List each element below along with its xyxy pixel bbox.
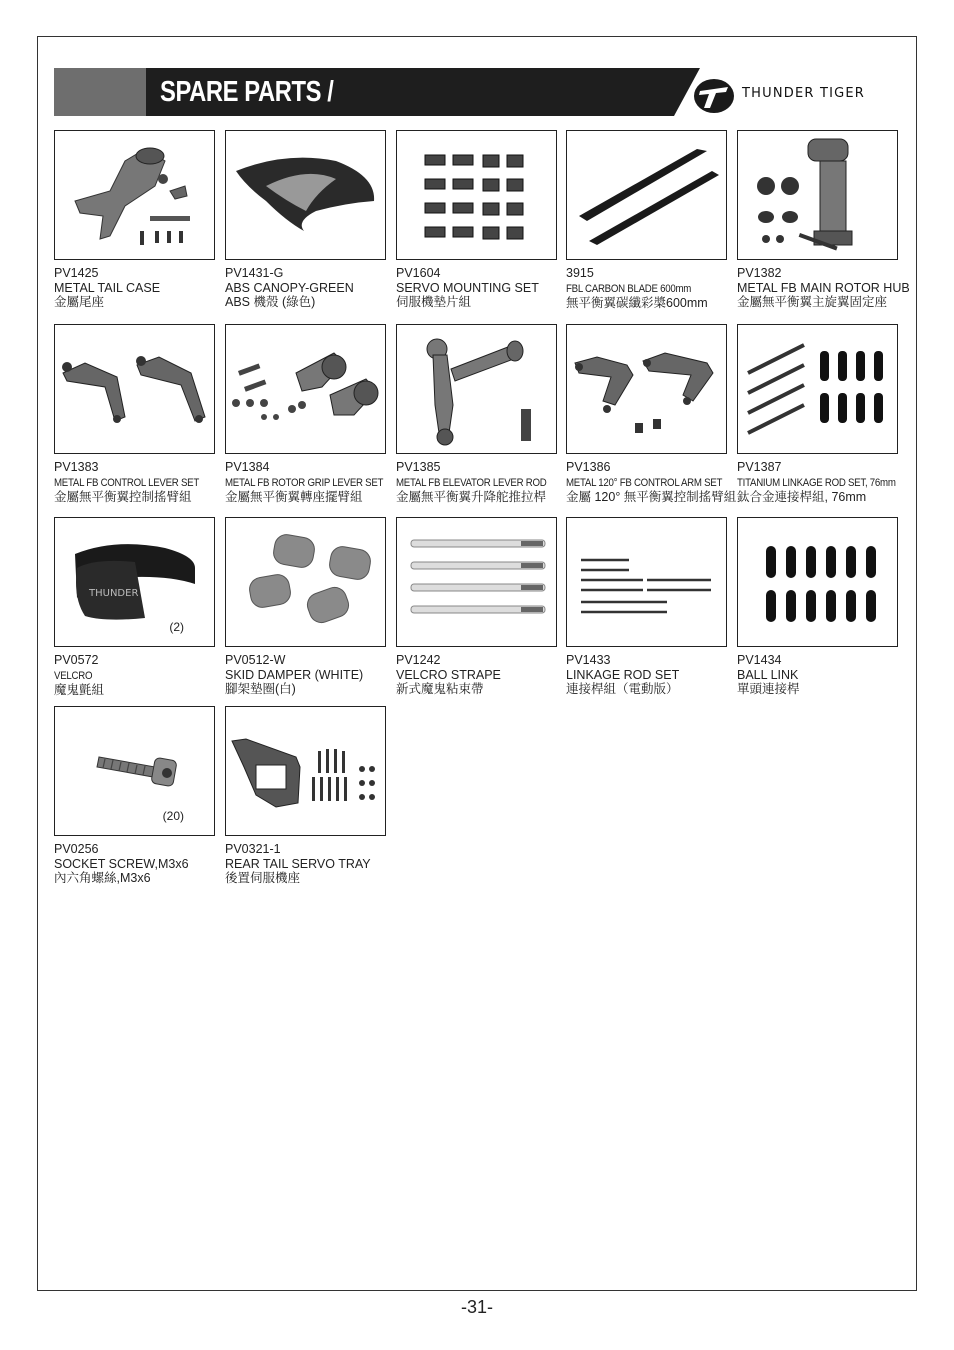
part-code: PV0256 (54, 842, 99, 856)
part-name-en: METAL TAIL CASE (54, 280, 161, 295)
part-code: PV1387 (737, 460, 782, 474)
part-name-zh: 新式魔鬼粘束帶 (396, 682, 484, 696)
part-code: PV1242 (396, 653, 441, 667)
control-lever-icon (54, 324, 215, 454)
part-name-zh: 金屬 120° 無平衡翼控制搖臂組 (566, 490, 737, 504)
control-arm-icon (566, 324, 727, 454)
part-code: PV0512-W (225, 653, 286, 667)
rotor-hub-icon (737, 130, 898, 260)
rotor-blade-icon (566, 130, 727, 260)
socket-screw-icon (54, 706, 215, 836)
page-number: -31- (460, 1297, 493, 1317)
part-name-en: SOCKET SCREW,M3x6 (54, 856, 189, 871)
part-name-zh: 魔鬼氈組 (54, 683, 105, 697)
part-card (54, 324, 215, 505)
part-code: PV1433 (566, 653, 611, 667)
part-card (396, 517, 557, 697)
part-name-zh: 無平衡翼碳纖彩槳600mm (566, 296, 708, 310)
part-name-en: METAL FB ROTOR GRIP LEVER SET (225, 476, 384, 489)
part-card (225, 130, 386, 310)
part-card (225, 517, 386, 697)
part-card (54, 706, 215, 886)
part-name-zh: 後置伺服機座 (225, 871, 301, 885)
grip-lever-icon (225, 324, 386, 454)
part-name-zh: 鈦合金連接桿組, 76mm (737, 490, 867, 504)
brand-name: THUNDER TIGER (742, 86, 866, 101)
part-name-en: FBL CARBON BLADE 600mm (566, 282, 692, 295)
part-card (225, 706, 386, 886)
part-name-en: LINKAGE ROD SET (566, 667, 680, 682)
part-card (737, 517, 898, 697)
part-name-en: VELCRO STRAPE (396, 667, 501, 682)
part-code: PV0572 (54, 653, 99, 667)
part-name-zh: ABS 機殼 (綠色) (225, 295, 316, 309)
part-code: PV1383 (54, 460, 99, 474)
part-name-zh: 連接桿組（電動版） (566, 682, 679, 696)
part-code: PV1434 (737, 653, 782, 667)
part-name-zh: 金屬尾座 (54, 295, 105, 309)
quantity-label: (20) (162, 809, 184, 823)
header-banner (54, 68, 700, 116)
ball-link-icon (737, 517, 898, 647)
part-code: PV1604 (396, 266, 441, 280)
part-name-zh: 伺服機墊片組 (396, 295, 472, 309)
part-code: PV1425 (54, 266, 99, 280)
page-title: SPARE PARTS / (160, 76, 334, 108)
part-card (54, 130, 215, 310)
servo-tray-icon (225, 706, 386, 836)
part-name-en: METAL 120° FB CONTROL ARM SET (566, 476, 723, 489)
part-name-en: METAL FB CONTROL LEVER SET (54, 476, 200, 489)
part-code: PV1431-G (225, 266, 284, 280)
part-name-en: ABS CANOPY-GREEN (225, 280, 354, 295)
skid-damper-icon (225, 517, 386, 647)
part-card (225, 324, 386, 505)
velcro-icon (54, 517, 215, 647)
part-card (566, 517, 727, 697)
part-name-en: BALL LINK (737, 667, 799, 682)
elevator-lever-icon (396, 324, 557, 454)
part-name-en: REAR TAIL SERVO TRAY (225, 856, 371, 871)
servo-mount-icon (396, 130, 557, 260)
part-code: PV1382 (737, 266, 782, 280)
part-name-zh: 金屬無平衡翼轉座擺臂組 (225, 490, 363, 504)
part-code: PV1384 (225, 460, 270, 474)
part-code: PV0321-1 (225, 842, 281, 856)
part-name-en: TITANIUM LINKAGE ROD SET, 76mm (737, 476, 896, 489)
part-code: PV1385 (396, 460, 441, 474)
part-card (737, 130, 910, 310)
part-name-zh: 金屬無平衡翼控制搖臂組 (54, 490, 192, 504)
part-name-zh: 金屬無平衡翼主旋翼固定座 (737, 295, 888, 309)
part-name-zh: 腳架墊圈(白) (225, 682, 296, 696)
part-name-en: METAL FB ELEVATOR LEVER ROD (396, 476, 547, 489)
part-name-en: METAL FB MAIN ROTOR HUB (737, 280, 910, 295)
part-card (566, 324, 737, 505)
part-name-zh: 金屬無平衡翼升降舵推拉桿 (396, 490, 547, 504)
tail-case-icon (54, 130, 215, 260)
part-name-zh: 單頭連接桿 (737, 682, 800, 696)
part-code: 3915 (566, 266, 594, 280)
part-name-en: SKID DAMPER (WHITE) (225, 667, 364, 682)
part-name-en: SERVO MOUNTING SET (396, 280, 539, 295)
canopy-icon (225, 130, 386, 260)
linkage-rod-icon (737, 324, 898, 454)
part-card (396, 130, 557, 310)
part-card (566, 130, 727, 311)
rod-set-icon (566, 517, 727, 647)
velcro-strap-icon (396, 517, 557, 647)
part-name-en: VELCRO (54, 669, 93, 682)
part-name-zh: 內六角螺絲,M3x6 (54, 871, 151, 885)
svg-text:THUNDER: THUNDER (89, 588, 139, 599)
part-card (396, 324, 557, 505)
quantity-label: (2) (169, 620, 184, 634)
part-card (54, 517, 215, 698)
part-card (737, 324, 898, 505)
part-code: PV1386 (566, 460, 611, 474)
